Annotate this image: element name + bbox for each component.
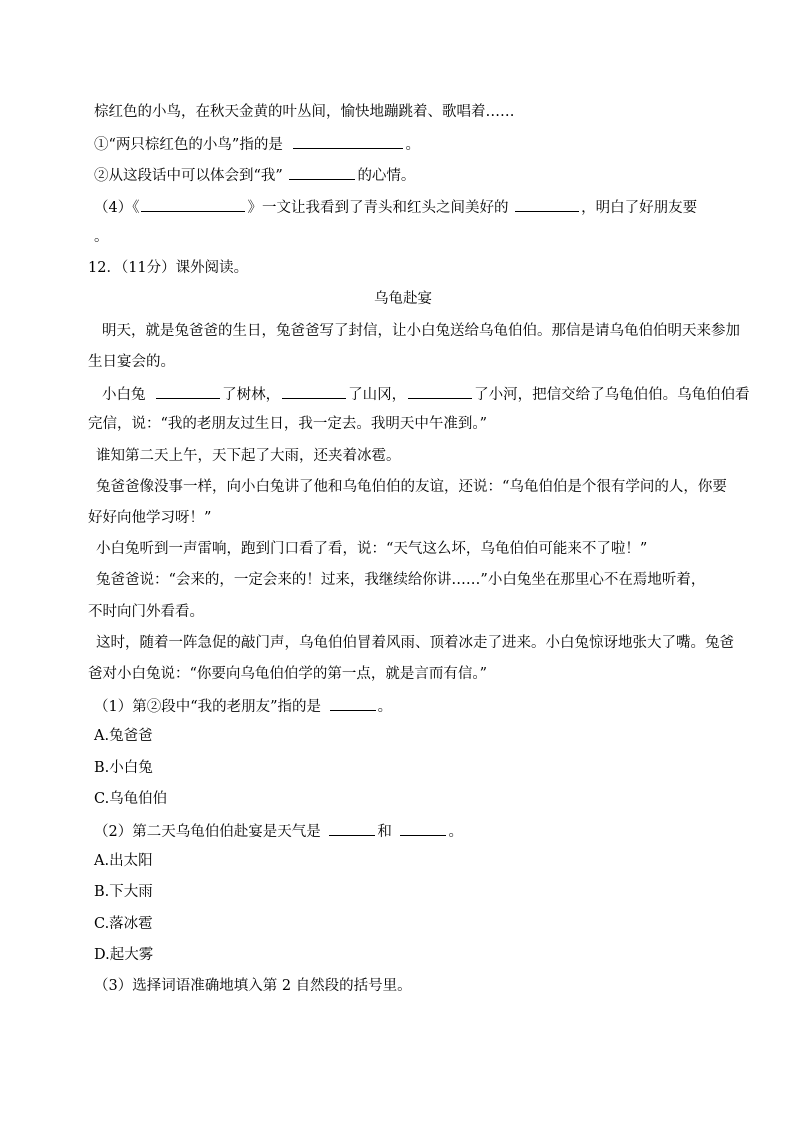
paragraph-line: 小白兔听到一声雷响，跑到门口看了看，说：“天气这么坏，乌龟伯伯可能来不了啦！” — [96, 541, 648, 557]
question-line: （4）《 》一文让我看到了青头和红头之间美好的 ，明白了好朋友要 — [0, 196, 794, 216]
answer-blank[interactable] — [329, 820, 375, 836]
text-line: 棕红色的小鸟，在秋天金黄的叶丛间，愉快地蹦跳着、歌唱着…… — [94, 104, 515, 120]
question-header: 12．（11分）课外阅读。 — [88, 260, 249, 276]
answer-blank[interactable] — [515, 196, 579, 212]
option-item[interactable]: A.兔爸爸 — [94, 728, 153, 744]
answer-blank[interactable] — [330, 695, 376, 711]
answer-blank[interactable] — [293, 133, 403, 149]
passage-title: 乌龟赴宴 — [374, 291, 432, 307]
paragraph-line: 不时向门外看看。 — [88, 604, 204, 620]
question-line: （1）第②段中“我的老朋友”指的是 。 — [0, 695, 794, 715]
paragraph-line: 兔爸爸说：“会来的，一定会来的！过来，我继续给你讲……”小白兔坐在那里心不在焉地听着， — [96, 572, 706, 588]
option-item[interactable]: C.落冰雹 — [94, 916, 153, 932]
answer-blank[interactable] — [408, 383, 472, 399]
option-item[interactable]: D.起大雾 — [94, 947, 154, 963]
question-line: （3）选择词语准确地填入第 2 自然段的括号里。 — [94, 978, 412, 994]
paragraph-line: 好好向他学习呀！” — [88, 510, 212, 526]
paragraph-line: 小白兔 了树林， 了山冈， 了小河，把信交给了乌龟伯伯。乌龟伯伯看 — [0, 383, 794, 403]
option-item[interactable]: B.小白兔 — [94, 760, 153, 776]
paragraph-line: 谁知第二天上午，天下起了大雨，还夹着冰雹。 — [96, 448, 401, 464]
paragraph-line: 明天，就是兔爸爸的生日，兔爸爸写了封信，让小白兔送给乌龟伯伯。那信是请乌龟伯伯明天来参加 — [102, 323, 740, 339]
question-line: ②从这段话中可以体会到“我” 的心情。 — [0, 164, 794, 184]
answer-blank[interactable] — [141, 196, 245, 212]
option-item[interactable]: B.下大雨 — [94, 884, 153, 900]
answer-blank[interactable] — [400, 820, 446, 836]
answer-blank[interactable] — [156, 383, 220, 399]
paragraph-line: 兔爸爸像没事一样，向小白兔讲了他和乌龟伯伯的友谊，还说：“乌龟伯伯是个很有学问的人，你要 — [96, 479, 727, 495]
text-line: 。 — [94, 229, 109, 245]
option-item[interactable]: C.乌龟伯伯 — [94, 791, 168, 807]
paragraph-line: 爸对小白兔说：“你要向乌龟伯伯学的第一点，就是言而有信。” — [88, 666, 488, 682]
paragraph-line: 完信，说：“我的老朋友过生日，我一定去。我明天中午准到。” — [88, 416, 488, 432]
option-item[interactable]: A.出太阳 — [94, 853, 153, 869]
answer-blank[interactable] — [282, 383, 346, 399]
answer-blank[interactable] — [289, 164, 355, 180]
paragraph-line: 这时，随着一阵急促的敲门声，乌龟伯伯冒着风雨、顶着冰走了进来。小白兔惊讶地张大了嘴。兔爸 — [96, 635, 734, 651]
paragraph-line: 生日宴会的。 — [88, 354, 175, 370]
question-line: ①“两只棕红色的小鸟”指的是 。 — [0, 133, 794, 153]
question-line: （2）第二天乌龟伯伯赴宴是天气是 和 。 — [0, 820, 794, 840]
